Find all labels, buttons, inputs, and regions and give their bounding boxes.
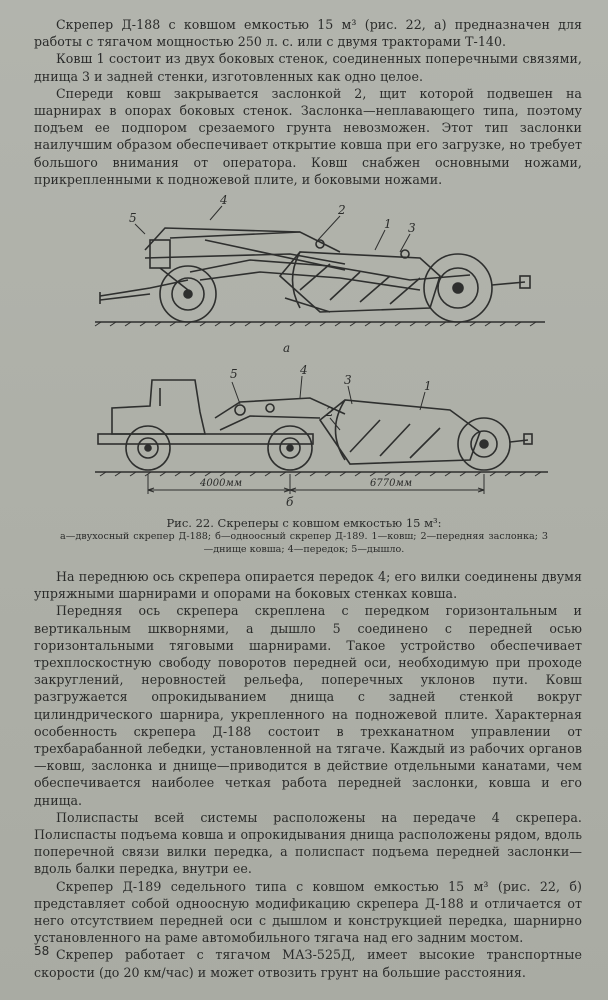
fig-a-label-3: 3: [408, 221, 416, 235]
fig-a-label-1: 1: [384, 217, 392, 231]
figure-b-scraper-d189: [0, 360, 608, 510]
dimension-right: 6770мм: [370, 478, 413, 489]
paragraph: Спереди ковш закрывается заслонкой 2, щит которой подвешен на шарнирах в опорах боковых стенок. Заслонка—неплавающего типа, поэтому подъем ее подпором срезаемого грунта невозможен. Этот тип заслонки наилучшим образом обеспечивает открытие ковша при его загрузке, но требует большого внимания от оператора. Ковш снабжен основными ножами, прикрепленными к подножевой плите, и боковыми ножами.: [34, 85, 582, 187]
paragraph: Скрепер Д-189 седельного типа с ковшом емкостью 15 м³ (рис. 22, б) представляет собой одноосную модификацию скрепера Д-188 и отличается от него отсутствием передней оси с дышлом и конструкцией передка, шарнирно установленного на раме автомобильного тягача над его задним мостом.: [34, 878, 582, 946]
figure-b-drawing: [0, 360, 608, 510]
paragraph: Ковш 1 состоит из двух боковых стенок, соединенных поперечными связями, днища 3 и задней стенки, изготовленных как одно целое.: [34, 51, 582, 84]
fig-b-label-5: 5: [230, 367, 238, 381]
fig-b-sublabel: б: [286, 495, 294, 509]
paragraph: Скрепер работает с тягачом МАЗ-525Д, имеет высокие транспортные скорости (до 20 км/час) и может отвозить грунт на большие расстояния.: [34, 947, 582, 980]
paragraph: Скрепер Д-188 с ковшом емкостью 15 м³ (рис. 22, а) предназначен для работы с тягачом мощностью 250 л. с. или с двумя тракторами Т-140.: [34, 17, 582, 50]
fig-a-sublabel: а: [283, 341, 291, 355]
fig-b-label-4: 4: [300, 363, 308, 377]
fig-b-label-1: 1: [424, 379, 432, 393]
dimension-left: 4000мм: [200, 478, 243, 489]
paragraph: На переднюю ось скрепера опирается передок 4; его вилки соединены двумя упряжными шарнирами и опорами на боковых стенках ковша.: [34, 569, 582, 602]
fig-a-label-2: 2: [338, 203, 346, 217]
caption-legend: а—двухосный скрепер Д-188; б—одноосный скрепер Д-189. 1—ковш; 2—передняя заслонка; 3—днище ковша; 4—передок; 5—дышло.: [60, 531, 548, 555]
bottom-text-block: [34, 568, 582, 981]
top-text-block: [34, 16, 582, 188]
figure-caption: [60, 516, 548, 556]
paragraph: Полиспасты всей системы расположены на передаче 4 скрепера. Полиспасты подъема ковша и опрокидывания днища расположены рядом, вдоль поперечной связи вилки передка, а полиспаст подъема передней заслонки—вдоль балки передка, внутри ее.: [34, 809, 582, 877]
fig-a-label-5: 5: [129, 211, 137, 225]
caption-title: Рис. 22. Скреперы с ковшом емкостью 15 м³:: [166, 516, 442, 530]
figure-a-drawing: [0, 180, 608, 360]
page-number: 58: [34, 944, 50, 958]
paragraph: Передняя ось скрепера скреплена с передком горизонтальным и вертикальным шкворнями, а дышло 5 соединено с передней осью горизонтальными тяговыми шарнирами. Такое устройство обеспечивает трехплоскостную свободу поворотов передней оси, необходимую при проходе закруглений, неровностей рельефа, поперечных уклонов пути. Ковш разгружается опрокидыванием днища с задней стенкой вокруг цилиндрического шарнира, укрепленного на подножевой плите. Характерная особенность скрепера Д-188 состоит в трехканатном управлении от трехбарабанной лебедки, установленной на тягаче. Каждый из рабочих органов—ковш, заслонка и днище—приводится в действие отдельными канатами, чем обеспечивается наиболее четкая работа передней заслонки, ковша и его днища.: [34, 603, 582, 808]
fig-a-label-4: 4: [220, 193, 228, 207]
fig-b-label-3: 3: [344, 373, 352, 387]
fig-b-label-2: 2: [326, 405, 334, 419]
figure-a-scraper-d188: [0, 180, 608, 360]
